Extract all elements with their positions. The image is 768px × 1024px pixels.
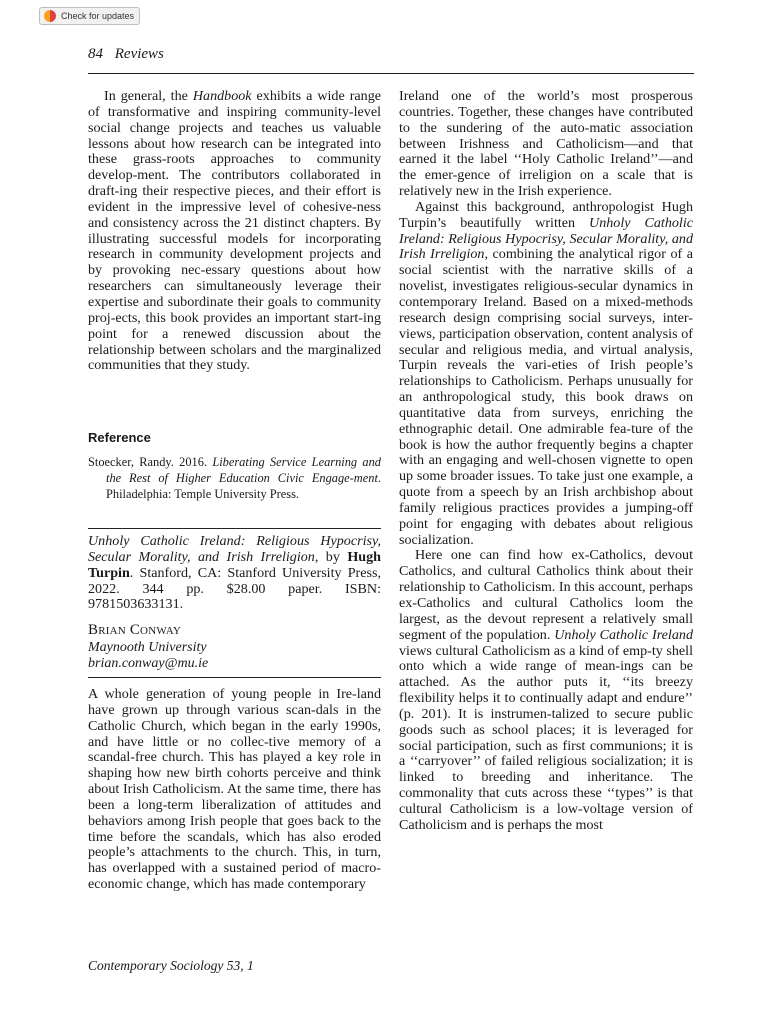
journal-footer: Contemporary Sociology 53, 1 bbox=[88, 958, 254, 973]
page-number: 84 bbox=[88, 46, 103, 62]
paragraph-text: Here one can find how ex-Catholics, devout Catholics, and cultural Catholics think about their relationship to Catholicism. In this account, perhaps ex-Catholics and cultural Catholics loom the largest, as the devout represent a relatively small segment of the population. Unholy Catholic Ireland views cultural Catholicism as a kind of emp-ty shell onto which a wide range of mean-ings can be attached. As the author puts it, ‘‘its breezy flexibility helps it to continually adapt and endure’’ (p. 201). It is instrumen-talized to secure public goods such as school places; it is leveraged for social participation, such as first communions; it is a ‘‘carryover’’ of failed religious socialization; it is linked to breeding and inheritance. The commonality that cuts across these ‘‘types’’ is that cultural Catholicism is a low-voltage version of Catholicism and is perhaps the most bbox=[399, 547, 693, 833]
book-citation: Unholy Catholic Ireland: Religious Hypocrisy, Secular Morality, and Irish Irreligion, by Hugh Turpin. Stanford, CA: Stanford University Press, 2022. 344 pp. $28.00 paper. ISBN: 9781503633131. bbox=[88, 533, 382, 613]
review-opening-paragraph bbox=[88, 687, 381, 893]
review-divider-bottom bbox=[88, 677, 381, 678]
paragraph-text: Against this background, anthropologist Hugh Turpin’s beautifully written Unholy Catholic Ireland: Religious Hypocrisy, Secular Morality, and Irish Irreligion, combining the analytical rigor of a social scientist with the narrative skills of a novelist, investigates religious-secular dynamics in contemporary Ireland. Based on a mixed-methods research design comprising social surveys, inter-views, participation observation, content analysis of secular and religious media, and virtual analysis, Turpin reveals the vari-eties of Irish people’s relationships to Catholicism. Perhaps unusually for an anthropological study, this book draws on quantitative data from surveys, enriching the ethnographic detail. One admirable fea-ture of the book is how the author frequently begins a chapter with an engaging and well-chosen vignette to open up some broader issues. To take just one example, a quote from a speech by an Irish archbishop about family religious practices provides a jumping-off point for engaging with debates about religious socialization. bbox=[399, 198, 693, 548]
right-column bbox=[399, 89, 693, 834]
reference-heading: Reference bbox=[88, 430, 151, 445]
closing-paragraph bbox=[88, 89, 381, 374]
review-divider-top bbox=[88, 528, 381, 529]
paragraph-text: Ireland one of the world’s most prosperous countries. Together, these changes have contributed to the sundering of the auto-matic association between Irishness and Catholicism—and that earned it the label ‘‘Holy Catholic Ireland’’—and the emer-gence of irreligion on a scale that is relatively new in the Irish experience. bbox=[399, 88, 693, 200]
reference-entry: Stoecker, Randy. 2016. Liberating Service Learning and the Rest of Higher Education Civic Engage-ment. Philadelphia: Temple University Press. bbox=[88, 455, 381, 501]
paragraph-text: A whole generation of young people in Ire-land have grown up through various scan-dals in the Catholic Church, which began in the early 1990s, and have little or no collec-tive memory of a scandal-free church. This has played a key role in shaping how new birth cohorts perceive and think about Irish Catholicism. At the same time, there has been a long-term liberalization of attitudes and behaviors among Irish people that goes back to the time before the scandals, which has also eroded people’s attachments to the church. This, in turn, has overlapped with a sustained period of macro-economic change, which has made contemporary bbox=[88, 686, 381, 893]
header-rule bbox=[88, 73, 694, 74]
reviewer-name: Brian Conway bbox=[88, 622, 181, 638]
check-for-updates-button[interactable] bbox=[39, 7, 140, 25]
check-for-updates-icon bbox=[44, 10, 56, 22]
section-title: Reviews bbox=[114, 46, 164, 62]
reviewer-affiliation: Maynooth University bbox=[88, 640, 207, 655]
check-for-updates-label: Check for updates bbox=[61, 11, 135, 21]
running-head bbox=[88, 46, 164, 63]
reviewer-email: brian.conway@mu.ie bbox=[88, 656, 209, 671]
paragraph-text: In general, the Handbook exhibits a wide range of transformative and inspiring community-level social change projects and teaches us valuable lessons about how research can be integrated into these grass-roots approaches to community develop-ment. The contributors collaborated in draft-ing their respective pieces, and their effort is evident in the impressive level of cohesive-ness and consistency across the 21 distinct chapters. By illustrating successful models for incorporating research in community development projects and by provoking nec-essary questions about how researchers can simultaneously leverage their expertise and subordinate their goals to community proj-ects, this book provides an important start-ing point for a renewed discussion about the relationship between scholars and the marginalized communities that they study. bbox=[88, 88, 381, 374]
